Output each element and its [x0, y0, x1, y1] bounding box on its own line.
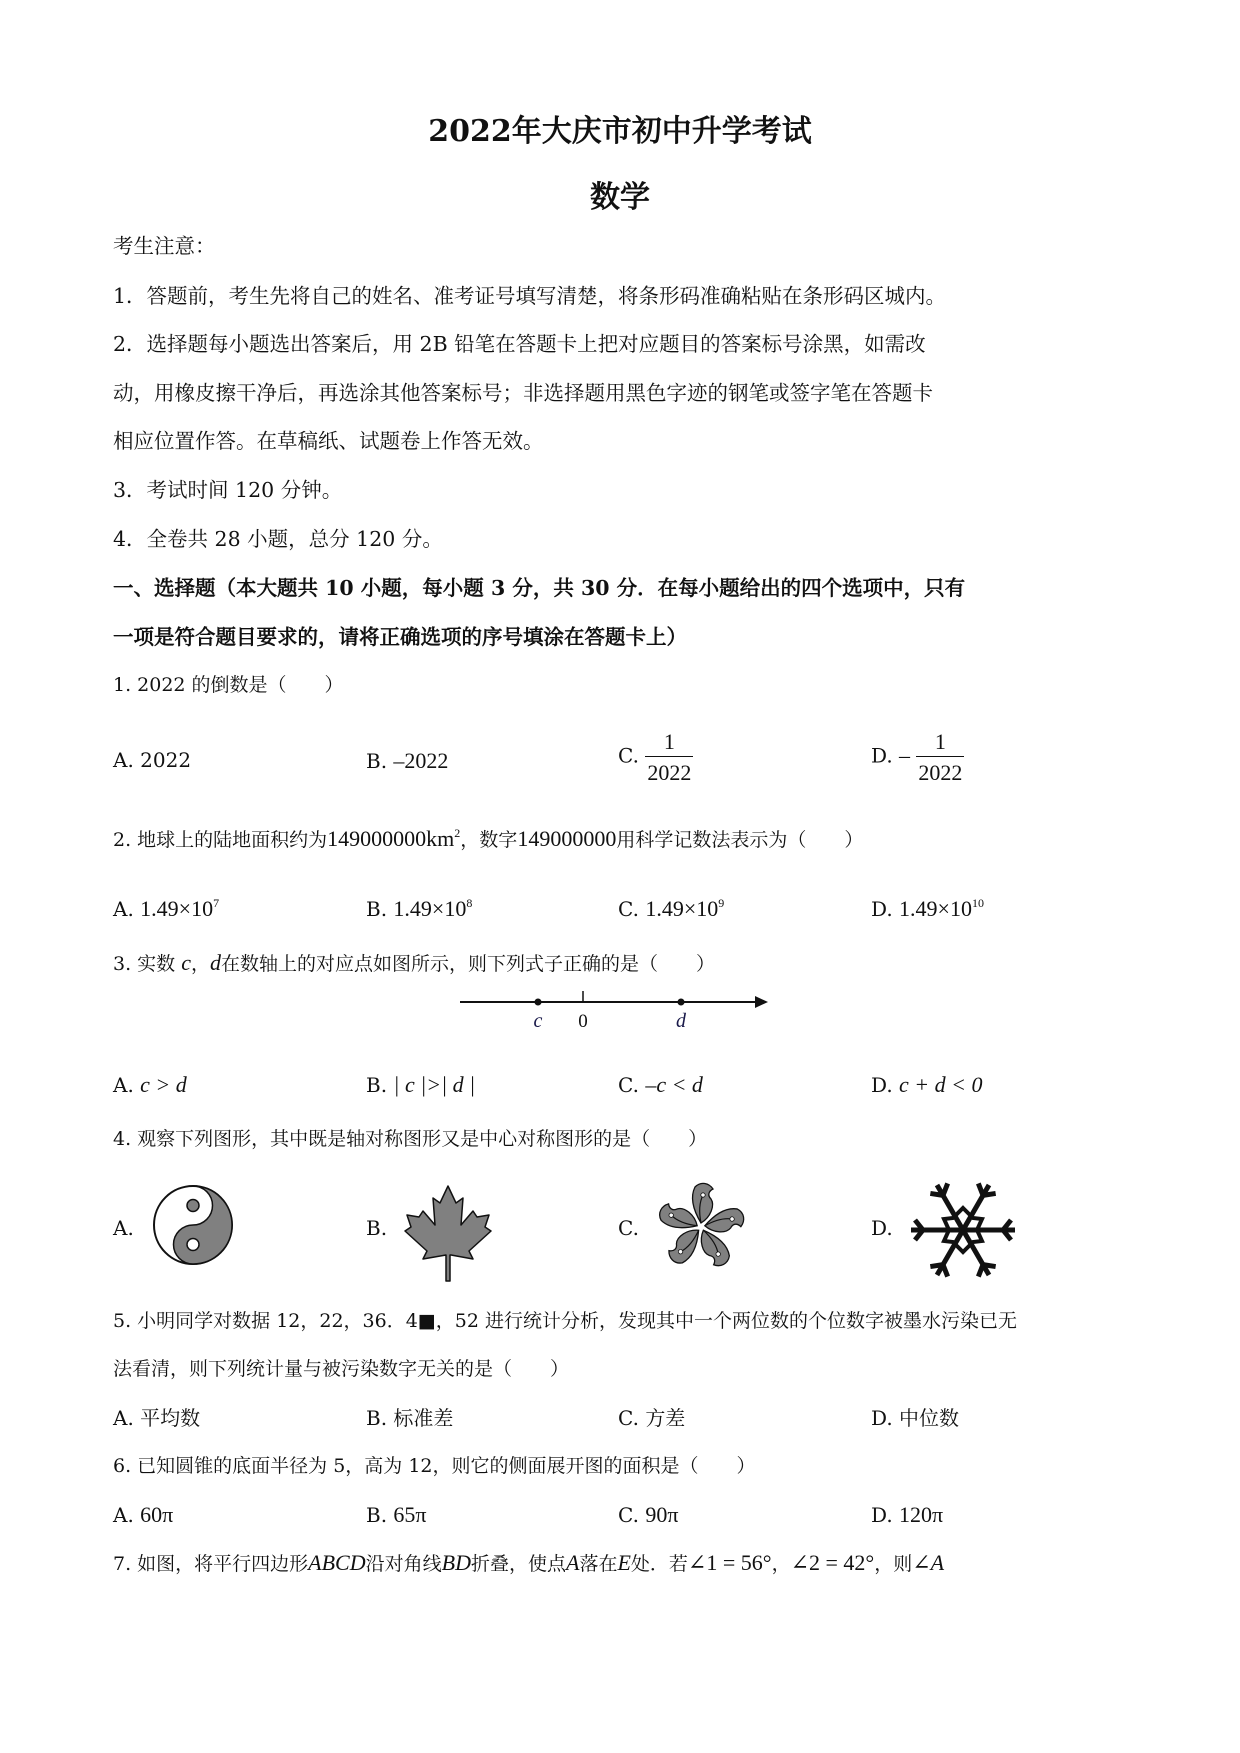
q4-option-b-label: B. — [366, 1216, 388, 1240]
option-value — [899, 896, 984, 921]
q4-option-c-label: C. — [618, 1216, 639, 1240]
base: 1.49×10 — [140, 896, 214, 921]
option-label: A. — [113, 1406, 134, 1430]
notice-item-2-cont: 动，用橡皮擦干净后，再选涂其他答案标号；非选择题用黑色字迹的钢笔或签字笔在答题卡 — [113, 381, 933, 405]
point-d — [678, 999, 685, 1006]
q4-option-d-label: D. — [871, 1216, 893, 1240]
q1-option-c — [618, 728, 693, 786]
option-label: B. — [366, 1503, 388, 1527]
bauhinia-flower-icon — [656, 1180, 746, 1274]
q6-option-b — [366, 1504, 427, 1526]
option-value: 60π — [140, 1502, 174, 1527]
stem-text: 7. 如图，将平行四边形 — [113, 1553, 309, 1575]
option-value: c + d < 0 — [899, 1072, 983, 1097]
stem-math — [327, 826, 460, 851]
maple-leaf-icon — [403, 1183, 493, 1283]
denominator: 2022 — [916, 756, 964, 787]
notice-heading: 考生注意： — [113, 234, 216, 258]
stem-text: 折叠，使点 — [470, 1553, 566, 1575]
option-value: 120π — [899, 1502, 944, 1527]
minus-sign: – — [899, 742, 911, 768]
exponent: 9 — [718, 896, 725, 910]
separator: ， — [190, 953, 210, 975]
q4-option-a-label: A. — [113, 1216, 134, 1240]
base: 1.49×10 — [393, 896, 467, 921]
q5-option-d — [871, 1408, 959, 1428]
option-label: C. — [618, 1406, 639, 1430]
option-value: 90π — [645, 1502, 679, 1527]
option-label: B. — [366, 749, 388, 773]
option-label: D. — [871, 1503, 893, 1527]
notice-item-1: 1．答题前，考生先将自己的姓名、准考证号填写清楚，将条形码准确粘贴在条形码区城内。 — [113, 284, 947, 308]
option-value: 平均数 — [140, 1406, 201, 1430]
q6-option-c — [618, 1504, 678, 1526]
denominator: 2022 — [645, 756, 693, 787]
exponent: 7 — [213, 896, 220, 910]
q6-option-a — [113, 1504, 173, 1526]
q1-option-a — [113, 750, 191, 770]
option-label: D. — [871, 1073, 893, 1097]
question-5-stem-line1: 5. 小明同学对数据 12，22，36．4■，52 进行统计分析，发现其中一个两位数的个位数字被墨水污染已无 — [113, 1310, 1017, 1332]
option-label: A. — [113, 1073, 134, 1097]
q2-option-a — [113, 898, 219, 920]
variable-d: d — [210, 950, 221, 975]
variable-c: c — [181, 950, 191, 975]
diagonal-name: BD — [441, 1550, 471, 1575]
option-label: C. — [618, 897, 639, 921]
stem-text: 2. 地球上的陆地面积约为 — [113, 829, 328, 851]
option-label: D. — [871, 743, 893, 768]
q5-option-c — [618, 1408, 685, 1428]
option-label: C. — [618, 1073, 639, 1097]
fraction — [916, 728, 964, 786]
number-value: 149000000 — [517, 826, 617, 851]
option-label: C. — [618, 743, 639, 768]
notice-item-4: 4．全卷共 28 小题，总分 120 分。 — [113, 527, 443, 551]
stem-text: 用科学记数法表示为（ ） — [616, 829, 864, 851]
option-value: c > d — [140, 1072, 187, 1097]
label-d: d — [676, 1010, 686, 1032]
stem-text: 落在 — [579, 1553, 618, 1575]
exam-subject: 数学 — [590, 180, 650, 215]
question-6-stem: 6. 已知圆锥的底面半径为 5，高为 12，则它的侧面展开图的面积是（ ） — [113, 1455, 756, 1477]
question-1-stem: 1. 2022 的倒数是（ ） — [113, 674, 344, 696]
q1-option-d — [871, 728, 964, 786]
q3-option-d — [871, 1074, 983, 1096]
yin-yang-icon — [150, 1180, 236, 1270]
point-e: E — [617, 1550, 631, 1575]
angle-1: ∠1 = 56° — [687, 1550, 772, 1575]
separator: ， — [771, 1553, 791, 1575]
stem-text: 3. 实数 — [113, 953, 176, 975]
question-2-stem — [113, 828, 863, 850]
notice-item-2: 2．选择题每小题选出答案后，用 2B 铅笔在答题卡上把对应题目的答案标号涂黑，如需改 — [113, 332, 926, 356]
option-value: –2022 — [393, 748, 449, 773]
question-7-stem — [113, 1552, 944, 1574]
shape-name: ABCD — [308, 1550, 366, 1575]
exponent: 10 — [971, 896, 984, 910]
question-3-stem — [113, 952, 715, 974]
base: 1.49×10 — [899, 896, 972, 921]
area-value: 149000000km — [327, 826, 455, 851]
q2-option-c — [618, 898, 724, 920]
option-value: 标准差 — [393, 1406, 454, 1430]
stem-text: 处．若 — [630, 1553, 688, 1575]
stem-text: ，则 — [874, 1553, 913, 1575]
q3-option-c — [618, 1074, 703, 1096]
option-label: A. — [113, 748, 134, 772]
option-label: C. — [618, 1503, 639, 1527]
option-label: D. — [871, 1406, 893, 1430]
option-value: 2022 — [140, 748, 192, 772]
option-label: A. — [113, 1503, 134, 1527]
label-zero: 0 — [578, 1011, 588, 1032]
stem-text: 沿对角线 — [365, 1553, 442, 1575]
exponent: 8 — [466, 896, 473, 910]
option-value: 65π — [393, 1502, 427, 1527]
q5-option-a — [113, 1408, 200, 1428]
label-c: c — [533, 1010, 543, 1032]
q6-option-d — [871, 1504, 943, 1526]
question-5-stem-line2: 法看清，则下列统计量与被污染数字无关的是（ ） — [113, 1358, 570, 1380]
q5-option-b — [366, 1408, 453, 1428]
angle-2: ∠2 = 42° — [790, 1550, 875, 1575]
option-label: B. — [366, 1406, 388, 1430]
superscript: 2 — [454, 826, 461, 840]
stem-text: 在数轴上的对应点如图所示，则下列式子正确的是（ ） — [221, 953, 716, 975]
stem-text: ，数字 — [460, 829, 518, 851]
fraction — [645, 728, 693, 786]
question-4-stem: 4. 观察下列图形，其中既是轴对称图形又是中心对称图形的是（ ） — [113, 1128, 708, 1150]
q2-option-d — [871, 898, 984, 920]
numerator: 1 — [663, 729, 675, 754]
arrow-head-icon — [755, 996, 768, 1008]
notice-item-2-cont2: 相应位置作答。在草稿纸、试题卷上作答无效。 — [113, 429, 544, 453]
option-value: –c < d — [645, 1072, 703, 1097]
option-label: D. — [871, 897, 893, 921]
option-value: 中位数 — [899, 1406, 960, 1430]
section-heading-line2: 一项是符合题目要求的，请将正确选项的序号填涂在答题卡上） — [113, 625, 687, 649]
snowflake-icon — [908, 1180, 1018, 1280]
angle-a: ∠A — [912, 1550, 945, 1575]
q2-option-b — [366, 898, 472, 920]
option-label: B. — [366, 1073, 388, 1097]
q1-option-b — [366, 750, 448, 772]
q3-option-b — [366, 1074, 475, 1096]
exam-title: 2022年大庆市初中升学考试 — [428, 114, 812, 149]
option-value: 方差 — [645, 1406, 686, 1430]
point-c — [535, 999, 542, 1006]
section-heading-line1: 一、选择题（本大题共 10 小题，每小题 3 分，共 30 分．在每小题给出的四个选项中，只有 — [113, 576, 966, 600]
option-label: B. — [366, 897, 388, 921]
option-value: | c |>| d | — [393, 1072, 476, 1097]
q3-option-a — [113, 1074, 187, 1096]
numerator: 1 — [934, 729, 946, 754]
number-line-figure — [455, 985, 775, 1035]
base: 1.49×10 — [645, 896, 719, 921]
option-label: A. — [113, 897, 134, 921]
point-a: A — [565, 1550, 580, 1575]
option-value — [645, 896, 724, 921]
option-value — [140, 896, 219, 921]
option-value — [393, 896, 472, 921]
notice-item-3: 3．考试时间 120 分钟。 — [113, 478, 343, 502]
